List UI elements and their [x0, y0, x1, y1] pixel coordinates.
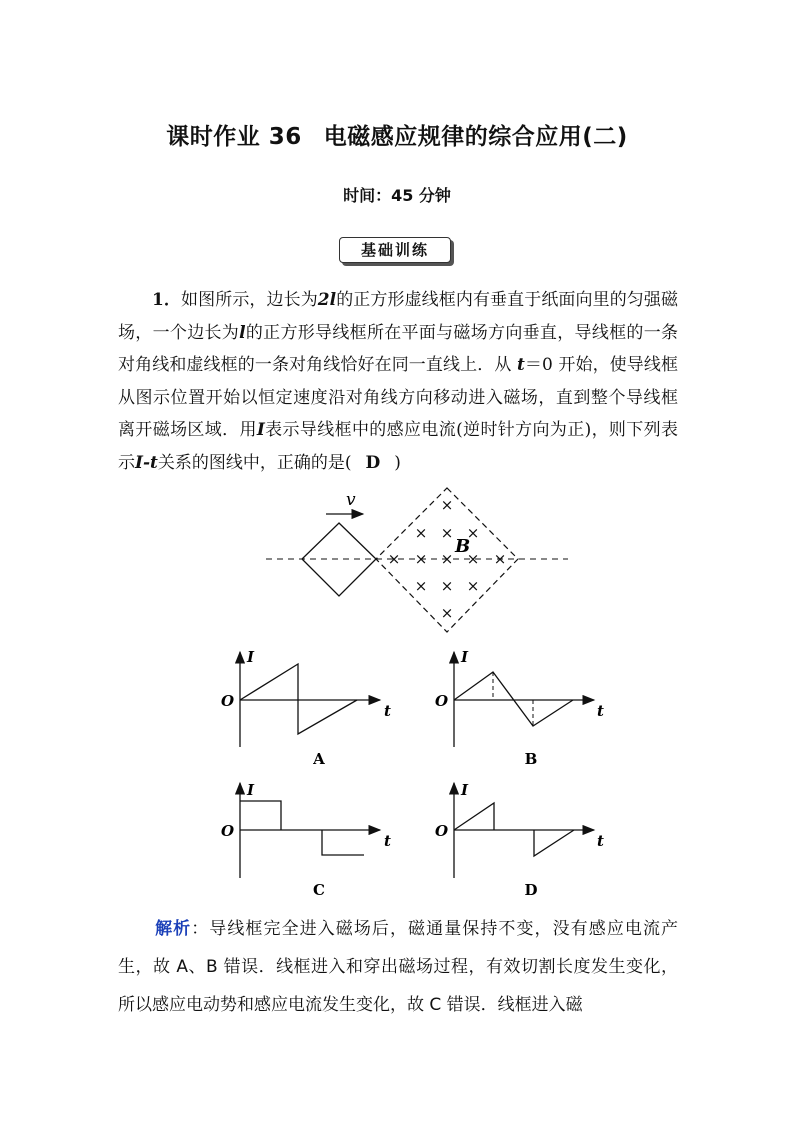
- title-text: 电磁感应规律的综合应用(二): [323, 124, 628, 150]
- var-t: t: [516, 355, 525, 376]
- question-text-5: 表示导线框中的感应电流(逆时针方向为正)，则下列表示: [118, 420, 679, 473]
- svg-text:t: t: [384, 832, 391, 850]
- question-text-6: 关系的图线中，正确的是(: [157, 452, 352, 473]
- svg-text:×: ×: [440, 550, 454, 568]
- question-text-4: ＝0 开始，使导线框从图示位置开始以恒定速度沿对角线方向移动进入磁场，直到整个导线框离开磁场区域．用: [118, 355, 679, 441]
- svg-text:×: ×: [440, 577, 454, 595]
- question-number: 1．: [152, 290, 182, 310]
- question-text-7: ): [394, 452, 401, 473]
- svg-text:×: ×: [440, 524, 454, 542]
- analysis: 解析：导线框完全进入磁场后，磁通量保持不变，没有感应电流产生，故 A、B 错误．线框进入和穿出磁场过程，有效切割长度发生变化，所以感应电动势和感应电流发生变化，故 C 错误．线框进入磁: [118, 919, 679, 1015]
- svg-text:t: t: [597, 702, 604, 720]
- svg-text:t: t: [597, 832, 604, 850]
- svg-text:×: ×: [414, 577, 428, 595]
- svg-text:O: O: [435, 692, 449, 710]
- svg-text:×: ×: [414, 550, 428, 568]
- var-I: I: [256, 420, 265, 441]
- svg-text:×: ×: [440, 604, 454, 622]
- question-text-2: 的正方形虚线框内有垂直于纸面向里的匀强磁场，一个边长为: [118, 290, 678, 343]
- graph-a: [221, 648, 391, 768]
- svg-text:I: I: [461, 781, 469, 799]
- svg-text:t: t: [384, 702, 391, 720]
- svg-text:O: O: [221, 822, 235, 840]
- time-limit: 时间：45 分钟: [343, 186, 451, 205]
- option-d-label: D: [524, 881, 538, 899]
- var-It: I-t: [135, 452, 158, 473]
- svg-text:×: ×: [466, 550, 480, 568]
- option-b-label: B: [524, 750, 538, 768]
- svg-text:O: O: [221, 692, 235, 710]
- var-2l: 2l: [317, 290, 337, 310]
- svg-text:×: ×: [466, 524, 480, 542]
- svg-text:×: ×: [493, 550, 507, 568]
- svg-text:×: ×: [466, 577, 480, 595]
- field-label: B: [455, 536, 471, 557]
- option-c-label: C: [313, 881, 325, 899]
- svg-text:I: I: [461, 648, 469, 666]
- option-a-label: A: [313, 750, 325, 768]
- question-text-3: 的正方形导线框所在平面与磁场方向垂直，导线框的一条对角线和虚线框的一条对角线恰好在同一直线上．从: [118, 322, 679, 376]
- svg-text:I: I: [247, 648, 255, 666]
- graph-d: [435, 781, 604, 899]
- section-badge-label: 基础训练: [339, 237, 451, 263]
- graph-b: [435, 648, 604, 768]
- question-text-1: 如图所示，边长为: [181, 290, 318, 310]
- answer: D: [365, 452, 381, 473]
- analysis-text: 导线框完全进入磁场后，磁通量保持不变，没有感应电流产生，故 A、B 错误．线框进入和穿出磁场过程，有效切割长度发生变化，所以感应电动势和感应电流发生变化，故 C 错误．线框进入磁: [118, 919, 679, 1015]
- analysis-label: 解析: [154, 919, 192, 939]
- svg-text:O: O: [435, 822, 449, 840]
- velocity-label: v: [346, 490, 356, 510]
- svg-text:I: I: [247, 781, 255, 799]
- graph-c: [221, 781, 391, 899]
- svg-text:×: ×: [440, 496, 454, 514]
- var-l: l: [239, 322, 246, 343]
- svg-text:×: ×: [414, 524, 428, 542]
- title-number: 课时作业 36: [166, 124, 302, 150]
- svg-text:×: ×: [387, 550, 401, 568]
